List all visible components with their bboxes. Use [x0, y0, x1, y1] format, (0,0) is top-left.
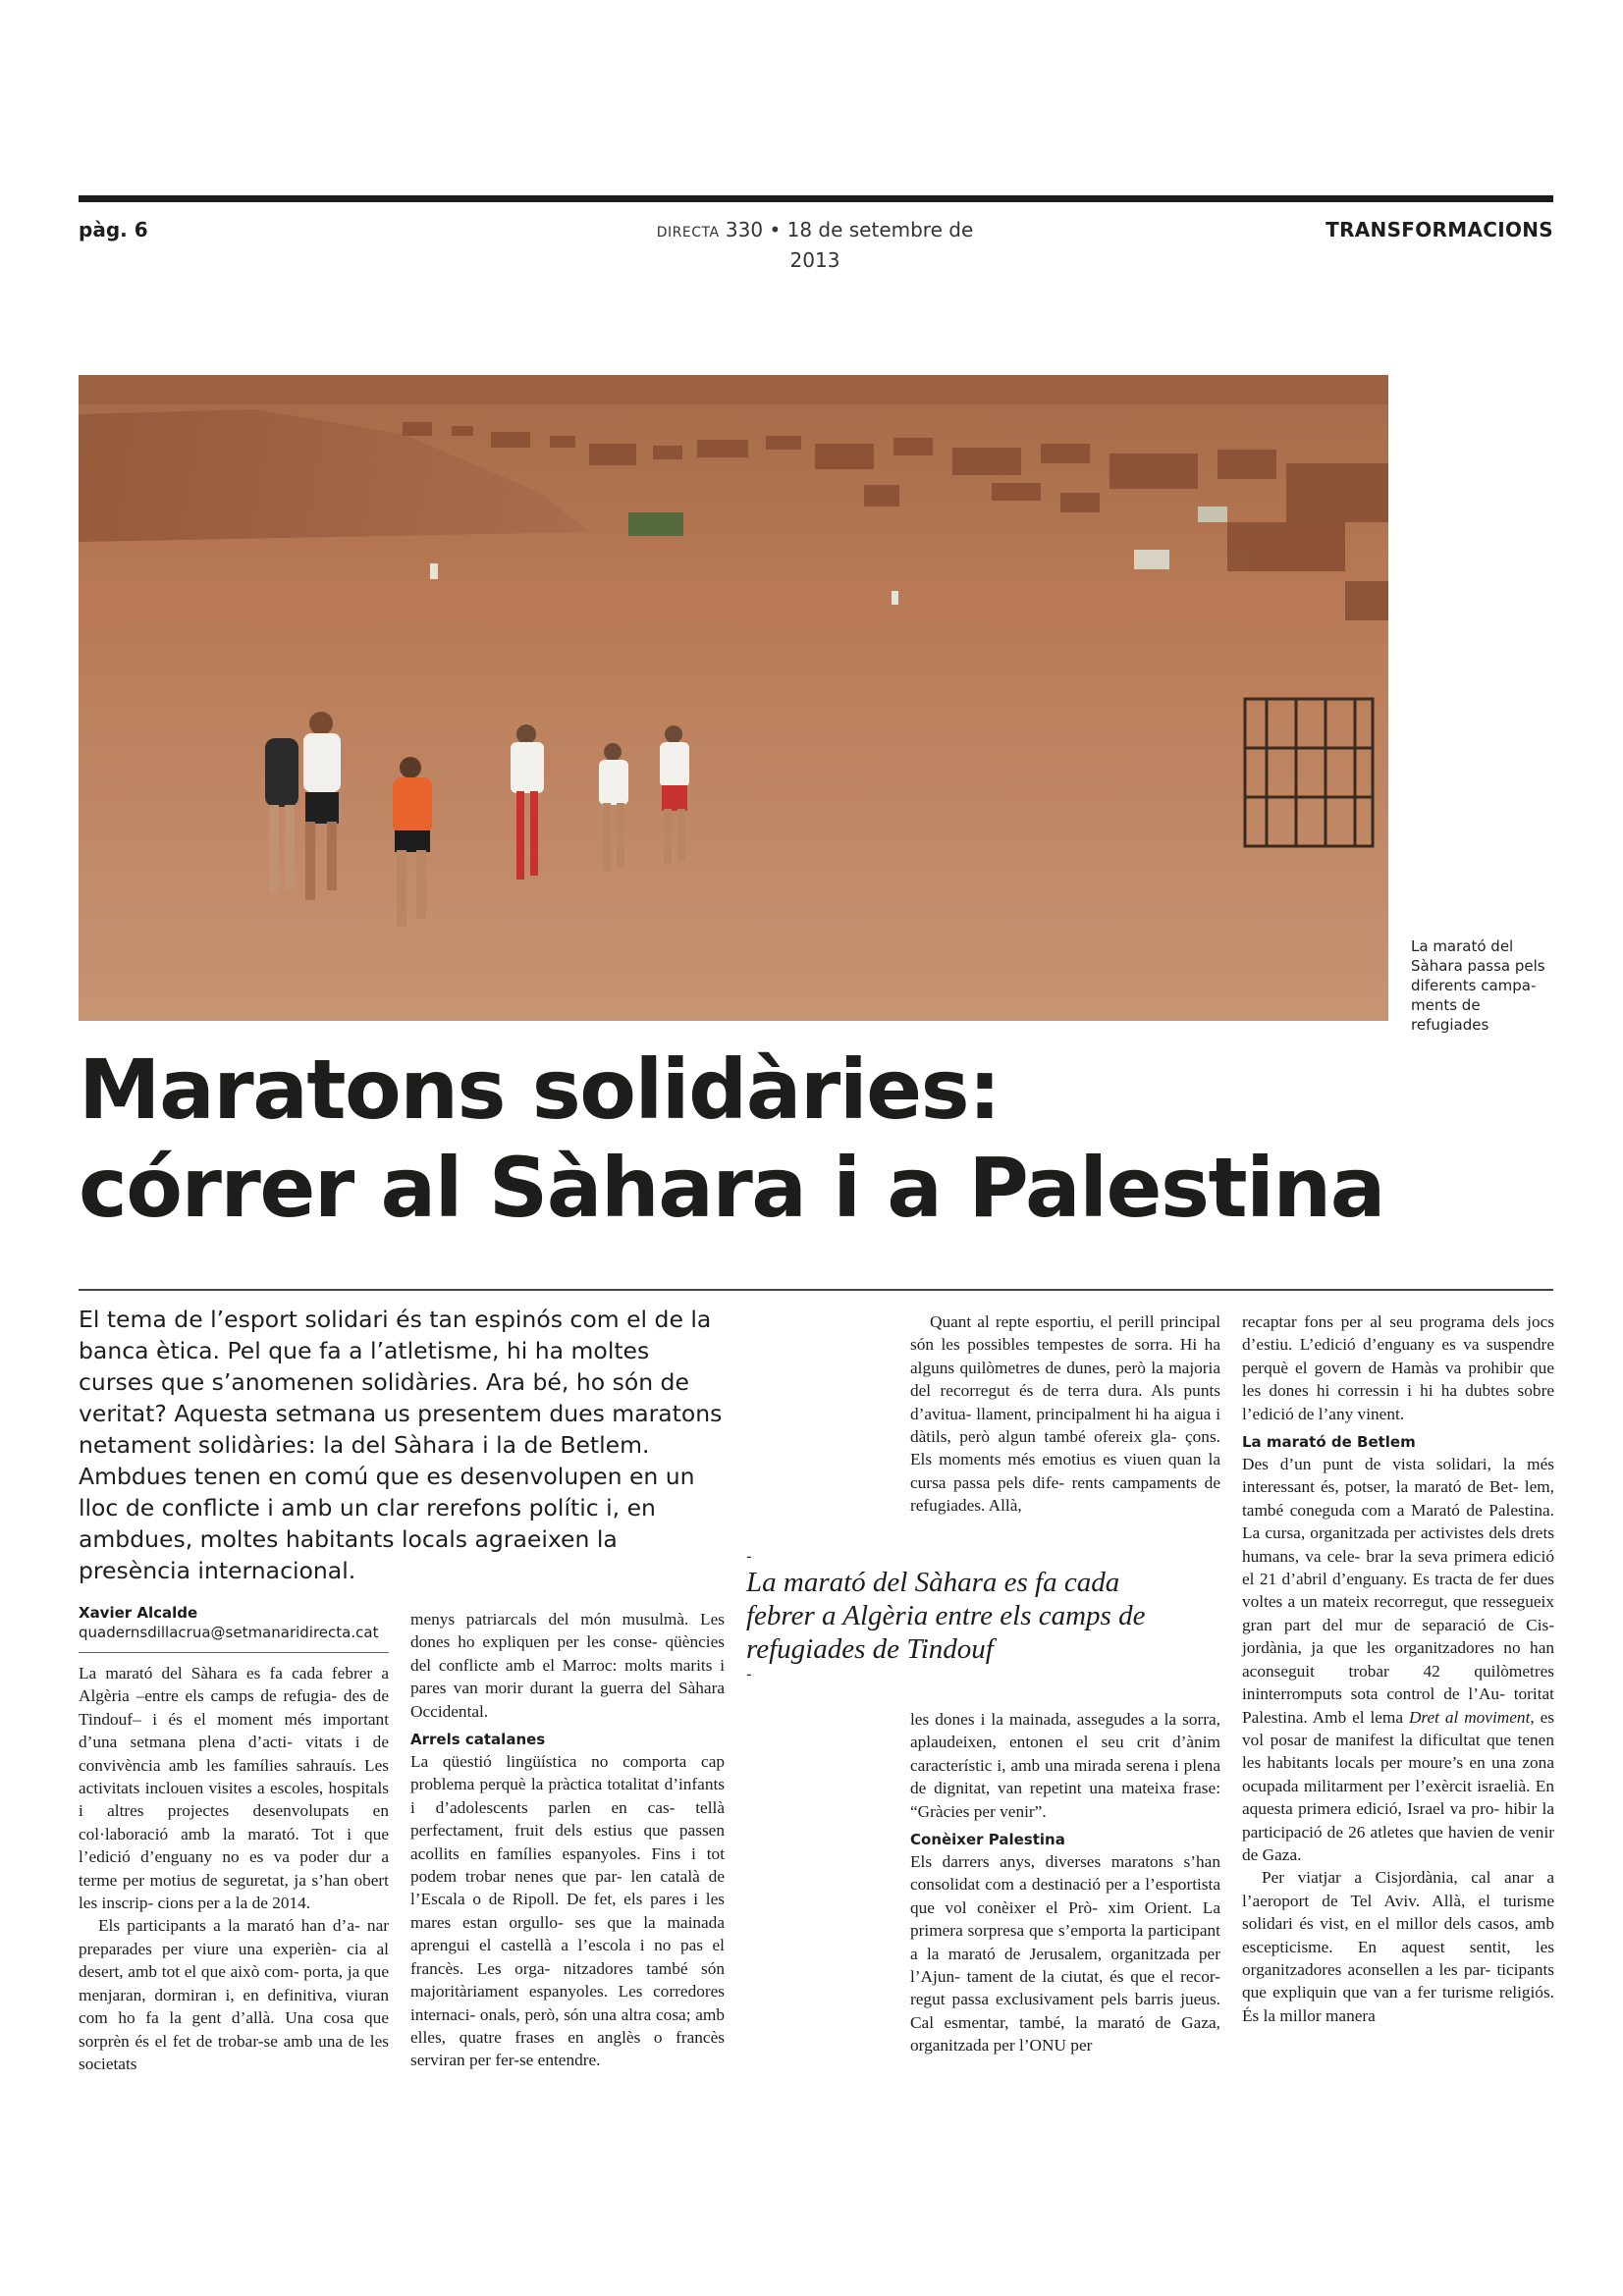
body-paragraph: La marató del Sàhara es fa cada febrer a Algèria –entre els camps de refugia- des de Tindouf– i és el moment més important d’una setmana plena d’acti- vitats i de convivència amb les famílies sahrauís. Les activitats inclouen visites a escoles, hospitals i altres projectes desenvolupats en col·laboració amb la marató. Tot i que l’edició d’enguany no es va poder dur a terme per motius de seguretat, ja s’han obert les inscrip- cions per a la de 2014.	[79, 1664, 389, 1913]
pull-quote-dash-top: -	[746, 1547, 752, 1566]
publication-name: DIRECTA	[656, 225, 720, 240]
author-email[interactable]: quadernsdillacrua@setmanaridirecta.cat	[79, 1624, 379, 1641]
headline-line-2: córrer al Sàhara i a Palestina	[79, 1140, 1384, 1236]
body-paragraph: recaptar fons per al seu programa dels jocs d’estiu. L’edició d’enguany es va suspendre perquè el govern de Hamàs va prohibir que les dones hi corressin i hi ha dubtes sobre l’edició de l’any vinent.	[1242, 1312, 1554, 1423]
body-column-4	[1242, 1310, 1554, 2027]
section-title: TRANSFORMACIONS	[1325, 218, 1553, 241]
body-text: Des d’un punt de vista solidari, la més interessant és, potser, la marató de Bet- lem, també coneguda com a Marató de Palestina. La cursa, organitzada per activistes dels drets humans, va cele- brar la seva primera edició el 21 d’abril d’enguany. Es tracta de fer dues voltes a un mateix recorregut, que ressegueix gran part del mur de separació de Cis- jordània, ja que les organitzadores no han aconseguit trobar 42 quilòmetres ininterromputs sota control de l’Au- toritat Palestina. Amb el lema	[1242, 1455, 1554, 1727]
body-paragraph: menys patriarcals del món musulmà. Les dones ho expliquen per les conse- qüències del conflicte amb el Marroc: molts marits i pares van morir durant la guerra del Sàhara Occidental.	[410, 1610, 725, 1721]
marathon-photo	[79, 375, 1388, 1021]
subheading-arrels-catalanes: Arrels catalanes	[410, 1731, 546, 1749]
body-paragraph: Per viatjar a Cisjordània, cal anar a l’aeroport de Tel Aviv. Allà, el turisme solidari és vist, en el millor dels casos, amb escepticisme. En aquest sentit, les organitzadores aconsellen a les par- ticipants que expliquin que van a fer turisme religiós. És la millor manera	[1242, 1868, 1554, 2025]
body-column-3-top	[910, 1310, 1220, 1518]
subheading-marato-betlem: La marató de Betlem	[1242, 1433, 1416, 1452]
body-column-1	[79, 1662, 389, 2075]
body-text: , es vol posar de manifest la dificultat que tenen les habitants locals per moure’s en una zona ocupada militarment per l’exèrcit israelià. En aquesta primera edició, Israel va pro- hibir la participació de 26 atletes que havien de venir de Gaza.	[1242, 1707, 1554, 1864]
headline-line-1: Maratons solidàries:	[79, 1041, 1001, 1138]
photo-caption: La marató del Sàhara passa pels diferents campa- ments de refugiades	[1411, 937, 1545, 1034]
author-name: Xavier Alcalde	[79, 1604, 198, 1622]
byline-rule	[79, 1652, 389, 1653]
pull-quote-dash-bottom: -	[746, 1665, 752, 1683]
body-paragraph: Quant al repte esportiu, el perill principal són les possibles tempestes de sorra. Hi ha alguns quilòmetres de dunes, però la majoria del recorregut és de terra dura. Als punts d’avitua- llament, principalment hi ha aigua i dàtils, però algun també ofereix gla- çons. Els moments més emotius es viuen quan la cursa passa pels dife- rents campaments de refugiades. Allà,	[910, 1312, 1220, 1516]
dateline	[648, 216, 982, 274]
body-paragraph: La qüestió lingüística no comporta cap problema perquè la pràctica totalitat d’infants i d’adolescents parlen en cas- tellà perfectament, fruit dels estius que passen acollits en famílies espanyoles. Fins i tot podem trobar nenes que par- len català de l’Escala o de Ripoll. De fet, els pares i les mares estan orgullo- ses que la mainada aprengui el castellà a l’escola i no pas el francès. Les orga- nitzadores també són majoritàriament espanyoles. Les corredores internaci- onals, però, són una altra cosa; amb elles, quatre frases en anglès o francès serviran per fer-se entendre.	[410, 1752, 725, 2070]
desert-marathon-illustration	[79, 375, 1388, 1021]
byline	[79, 1603, 393, 1642]
pull-quote	[746, 1548, 1178, 1683]
body-paragraph: Els darrers anys, diverses maratons s’han consolidat com a destinació per a l’esportista que vol conèixer el Prò- xim Orient. La primera sorpresa que s’emporta la participant a la marató de Jerusalem, organitzada per l’Ajun- tament de la ciutat, és que el recor- regut passa exclusivament pels barris jueus. Cal esmentar, també, la marató de Gaza, organitzada per l’ONU per	[910, 1852, 1220, 2056]
body-paragraph: Els participants a la marató han d’a- nar preparades per viure una experièn- cia al desert, amb tot el que això com- porta, ja que menjaran, dormiran i, en definitiva, viuran com ho fa la gent d’allà. Una cosa que sorprèn és el fet de trobar-se amb una de les societats	[79, 1916, 389, 2073]
headline	[79, 1041, 1551, 1237]
body-column-2	[410, 1608, 725, 2072]
header-rule	[79, 195, 1553, 202]
pull-quote-text: La marató del Sàhara es fa cada febrer a Algèria entre els camps de refugiades de Tindouf	[746, 1567, 1146, 1665]
headline-rule	[79, 1289, 1553, 1291]
slogan-text: Dret al moviment	[1408, 1707, 1531, 1727]
body-column-3-bottom	[910, 1708, 1220, 2057]
page-number: pàg. 6	[79, 218, 148, 241]
subheading-coneixer-palestina: Conèixer Palestina	[910, 1831, 1065, 1849]
body-paragraph	[1242, 1453, 1554, 1866]
body-paragraph: les dones i la mainada, assegudes a la sorra, aplaudeixen, entonen el seu crit d’ànim característic i, amb una mirada serena i plena de dignitat, van repetint una mateixa frase: “Gràcies per venir”.	[910, 1710, 1220, 1821]
lede-paragraph: El tema de l’esport solidari és tan espinós com el de la banca ètica. Pel que fa a l’atletisme, hi ha moltes curses que s’anomenen solidàries. Ara bé, ho són de veritat? Aquesta setmana us presentem dues maratons netament solidàries: la del Sàhara i la de Betlem. Ambdues tenen en comú que es desenvolupen en un lloc de conflicte i amb un clar rerefons polític i, en ambdues, moltes habitants locals agraeixen la presència internacional.	[79, 1306, 723, 1584]
issue-date: 330 • 18 de setembre de 2013	[725, 218, 974, 272]
